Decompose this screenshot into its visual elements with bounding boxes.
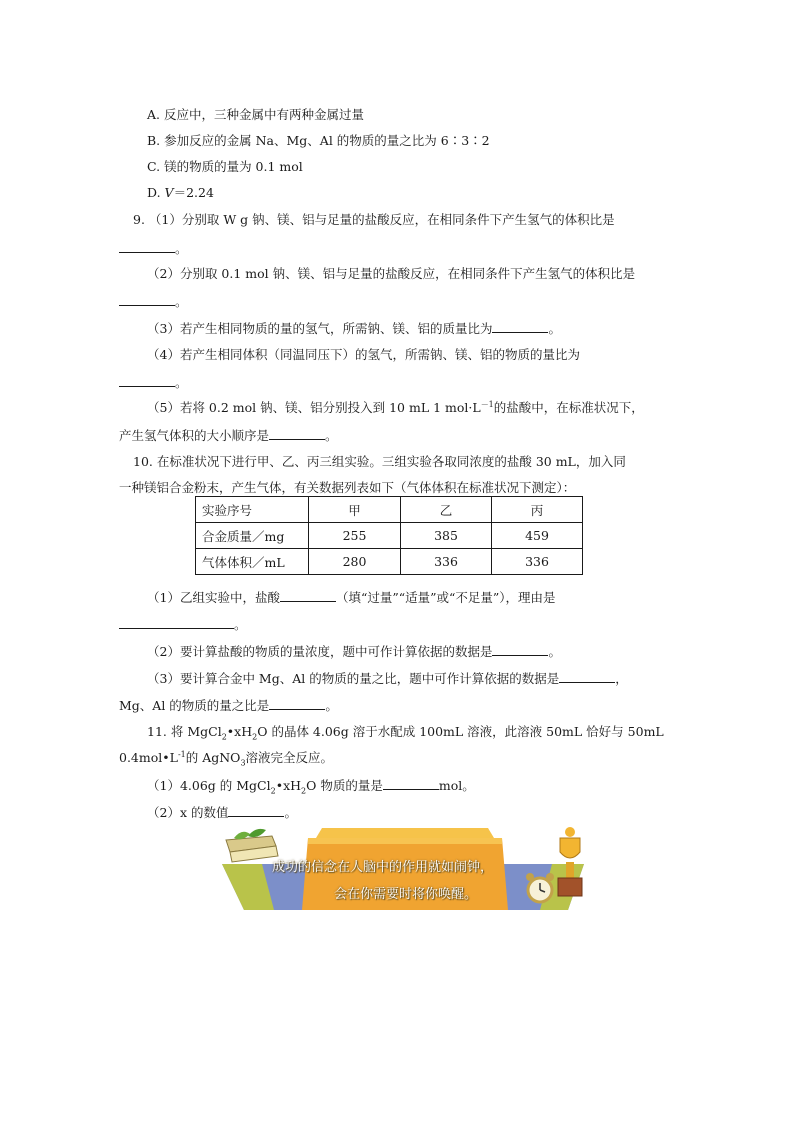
q9-part1: 9. （1）分别取 W g 钠、镁、铝与足量的盐酸反应，在相同条件下产生氢气的体积比是 [133,212,615,227]
answer-blank[interactable] [119,293,175,306]
table-cell: 336 [401,549,492,575]
q10-part3-answer: Mg、Al 的物质的量之比是 。 [119,698,338,713]
table-header-cell: 乙 [401,497,492,523]
table-cell: 280 [309,549,401,575]
table-header-cell: 实验序号 [196,497,309,523]
q9-part5: （5）若将 0.2 mol 钠、镁、铝分别投入到 10 mL 1 $mol\cdot L^{-1}$的盐酸中，在标准状况下， [147,399,644,415]
table-cell: 336 [492,549,583,575]
table-cell: 385 [401,523,492,549]
q11-intro-line2: $0.4mol•L^{-1}$的 AgNO$_3$溶液完全反应。 [119,749,334,768]
table-header-cell: 丙 [492,497,583,523]
q10-part2: （2）要计算盐酸的物质的量浓度，题中可作计算依据的数据是 。 [147,644,561,659]
table-cell: 合金质量／mg [196,523,309,549]
q9-part2-answer: 。 [119,293,188,310]
table-cell: 255 [309,523,401,549]
answer-blank[interactable] [119,374,175,387]
q10-part1-answer: 。 [119,616,247,633]
q9-part5-answer: 产生氢气体积的大小顺序是 。 [119,428,338,443]
motivational-banner [222,826,584,912]
q9-part1-answer: 。 [119,240,188,257]
banner-quote-line1: 成功的信念在人脑中的作用就如闹钟， [272,860,494,875]
table-cell: 气体体积／mL [196,549,309,575]
q10-intro-line2: 一种镁铝合金粉末，产生气体，有关数据列表如下（气体体积在标准状况下测定）： [119,480,576,495]
answer-blank[interactable] [269,427,325,440]
q9-part4: （4）若产生相同体积（同温同压下）的氢气，所需钠、镁、铝的物质的量比为 [147,347,580,362]
q9-part3: （3）若产生相同物质的量的氢气，所需钠、镁、铝的质量比为 。 [147,321,561,336]
q9-part2: （2）分别取 0.1 mol 钠、镁、铝与足量的盐酸反应，在相同条件下产生氢气的体积比是 [147,266,636,281]
answer-blank[interactable] [492,320,548,333]
q10-part1: （1）乙组实验中，盐酸 （填“过量”“适量”或“不足量”），理由是 [147,590,556,605]
q11-part2: （2）x 的数值 。 [147,805,297,820]
table-row [196,523,583,549]
answer-blank[interactable] [383,777,439,790]
q11-part1: （1）4.06g 的 $MgCl_2•xH_2O$ 物质的量是 mol。 [147,778,475,796]
answer-blank[interactable] [119,240,175,253]
answer-blank[interactable] [492,643,548,656]
table-cell: 459 [492,523,583,549]
table-header-row [196,497,583,523]
option-b: B. 参加反应的金属 Na、Mg、Al 的物质的量之比为 6∶3∶2 [147,133,490,148]
experiment-data-table [195,496,583,575]
q10-intro-line1: 10. 在标准状况下进行甲、乙、丙三组实验。三组实验各取同浓度的盐酸 30 mL，加入同 [133,454,626,469]
option-a: A. 反应中，三种金属中有两种金属过量 [147,107,364,122]
banner-quote-line2: 会在你需要时将你唤醒。 [334,887,478,902]
q9-part4-answer: 。 [119,374,188,391]
q11-intro-line1: 11. 将 $MgCl_2•xH_2O$ 的晶体 4.06g 溶于水配成 100mL 溶液，此溶液 50mL 恰好与 50mL [147,724,664,742]
answer-blank[interactable] [119,616,234,629]
table-row [196,549,583,575]
answer-blank[interactable] [559,670,615,683]
option-d: D. V＝2.24 [147,185,214,200]
option-c: C. 镁的物质的量为 0.1 mol [147,159,303,174]
q10-part3: （3）要计算合金中 Mg、Al 的物质的量之比，题中可作计算依据的数据是 ， [147,671,628,686]
table-header-cell: 甲 [309,497,401,523]
answer-blank[interactable] [280,589,336,602]
answer-blank[interactable] [228,804,284,817]
answer-blank[interactable] [269,697,325,710]
